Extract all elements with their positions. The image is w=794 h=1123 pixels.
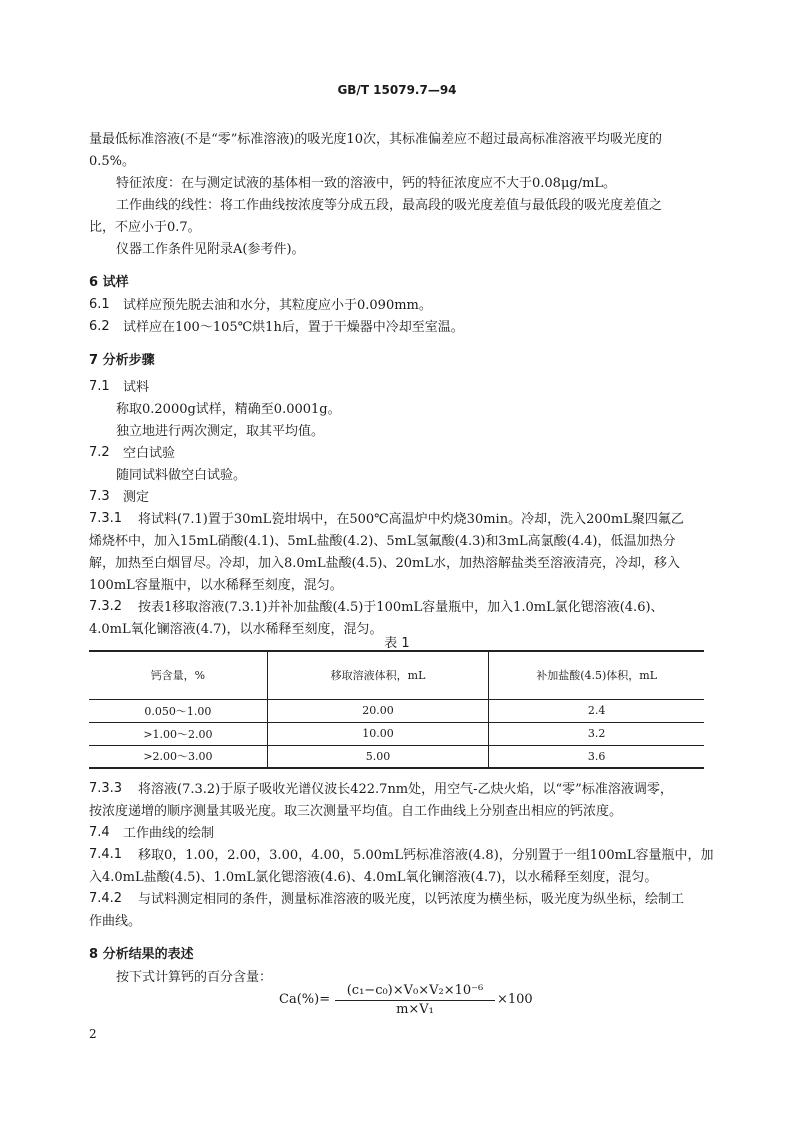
table-row [89,722,704,745]
table-cell: 5.00 [267,745,488,768]
clause-6-2-number: 6.2 [89,319,110,334]
clause-7-3-2-line-2: 4.0mL氧化镧溶液(4.7)，以水稀释至刻度，混匀。 [89,622,383,637]
clause-7-3-heading: 测定 [123,490,150,505]
para-line-1: 量最低标准溶液(不是“零”标准溶液)的吸光度10次，其标准偏差应不超过最高标准溶液平均吸光度的 [89,132,662,147]
table-cell: 3.6 [489,745,704,768]
clause-7-1-heading: 试料 [123,380,150,395]
formula-tail: ×100 [497,992,533,1007]
table-header-volume: 移取溶液体积，mL [267,651,488,699]
table-header-hcl-volume: 补加盐酸(4.5)体积，mL [489,651,704,699]
clause-7-3-2-line-1: 按表1移取溶液(7.3.1)并补加盐酸(4.5)于100mL容量瓶中，加入1.0mL氯化锶溶液(4.6)、 [138,600,664,615]
linearity-text-2: 比，不应小于0.7。 [89,220,201,235]
clause-6-1-text: 试样应预先脱去油和水分，其粒度应小于0.090mm。 [123,298,432,313]
table-1 [89,650,704,769]
clause-7-4-number: 7.4 [89,825,110,840]
clause-7-3-1-line-2: 烯烧杯中，加入15mL硝酸(4.1)、5mL盐酸(4.2)、5mL氢氟酸(4.3)和3mL高氯酸(4.4)，低温加热分 [89,534,676,549]
standard-number-header: GB/T 15079.7—94 [337,83,457,97]
formula-denominator: m×V₁ [396,1002,434,1017]
clause-7-3-3-line-1: 将溶液(7.3.2)于原子吸收光谱仪波长422.7nm处，用空气-乙炔火焰，以“零”标准溶液调零， [138,782,673,797]
formula-lhs: Ca(%)= [279,992,331,1007]
clause-7-3-1-line-1: 将试料(7.1)置于30mL瓷坩埚中，在500℃高温炉中灼烧30min。冷却，洗入200mL聚四氟乙 [138,512,684,527]
section-7-title: 7 分析步骤 [89,353,155,368]
blank-test-text: 随同试料做空白试验。 [116,468,247,483]
clause-7-3-3-line-2: 按浓度递增的顺序测量其吸光度。取三次测量平均值。自工作曲线上分别查出相应的钙浓度。 [89,804,623,819]
clause-6-1-number: 6.1 [89,297,110,312]
table-cell: 20.00 [267,699,488,722]
clause-7-3-2-number: 7.3.2 [89,599,123,614]
clause-7-4-heading: 工作曲线的绘制 [123,826,215,841]
para-line-2: 0.5%。 [89,154,136,169]
clause-7-4-1-line-2: 入4.0mL盐酸(4.5)、1.0mL氯化锶溶液(4.6)、4.0mL氧化镧溶液(4.7)，以水稀释至刻度，混匀。 [89,870,658,885]
clause-7-4-1-line-1: 移取0，1.00，2.00，3.00，4.00，5.00mL钙标准溶液(4.8)，分别置于一组100mL容量瓶中，加 [138,848,714,863]
formula-fraction [335,983,495,1017]
char-concentration-text: 特征浓度：在与测定试液的基体相一致的溶液中，钙的特征浓度应不大于0.08μg/mL。 [116,176,617,191]
table-cell: >1.00～2.00 [143,727,213,741]
linearity-text-1: 工作曲线的线性：将工作曲线按浓度等分成五段，最高段的吸光度差值与最低段的吸光度差值之 [116,198,663,213]
section-8-title: 8 分析结果的表述 [89,947,194,962]
replicate-text: 独立地进行两次测定，取其平均值。 [116,424,325,439]
clause-7-4-1-number: 7.4.1 [89,847,123,862]
section-6-title: 6 试样 [89,275,129,290]
table-row [89,699,704,722]
table-cell: 0.050～1.00 [144,704,212,718]
clause-7-3-1-line-4: 100mL容量瓶中，以水稀释至刻度，混匀。 [89,578,343,593]
clause-7-3-1-number: 7.3.1 [89,511,123,526]
page-number: 2 [89,1027,97,1041]
clause-7-1-number: 7.1 [89,379,110,394]
table-cell: 3.2 [489,722,704,745]
table-row [89,745,704,768]
clause-7-4-2-line-2: 作曲线。 [89,914,142,929]
table-cell: 2.4 [489,699,704,722]
table-cell: 10.00 [267,722,488,745]
table-header-ca-content: 钙含量，% [150,669,206,683]
clause-7-2-heading: 空白试验 [123,446,176,461]
clause-7-4-2-number: 7.4.2 [89,891,123,906]
calculation-intro: 按下式计算钙的百分含量： [116,970,273,985]
formula-numerator: (c₁−c₀)×V₀×V₂×10⁻⁶ [335,983,495,1001]
clause-7-4-2-line-1: 与试料测定相同的条件，测量标准溶液的吸光度，以钙浓度为横坐标，吸光度为纵坐标，绘制工 [138,892,685,907]
table-1-caption: 表 1 [384,636,410,651]
table-header-row [89,651,704,699]
clause-7-3-3-number: 7.3.3 [89,781,123,796]
clause-7-2-number: 7.2 [89,445,110,460]
instrument-conditions-text: 仪器工作条件见附录A(参考件)。 [116,242,305,257]
weigh-text: 称取0.2000g试样，精确至0.0001g。 [116,402,341,417]
table-cell: >2.00～3.00 [143,750,213,764]
clause-6-2-text: 试样应在100～105℃烘1h后，置于干燥器中冷却至室温。 [123,320,464,335]
clause-7-3-number: 7.3 [89,489,110,504]
clause-7-3-1-line-3: 解，加热至白烟冒尽。冷却，加入8.0mL盐酸(4.5)、20mL水，加热溶解盐类至溶液清亮，冷却，移入 [89,556,680,571]
